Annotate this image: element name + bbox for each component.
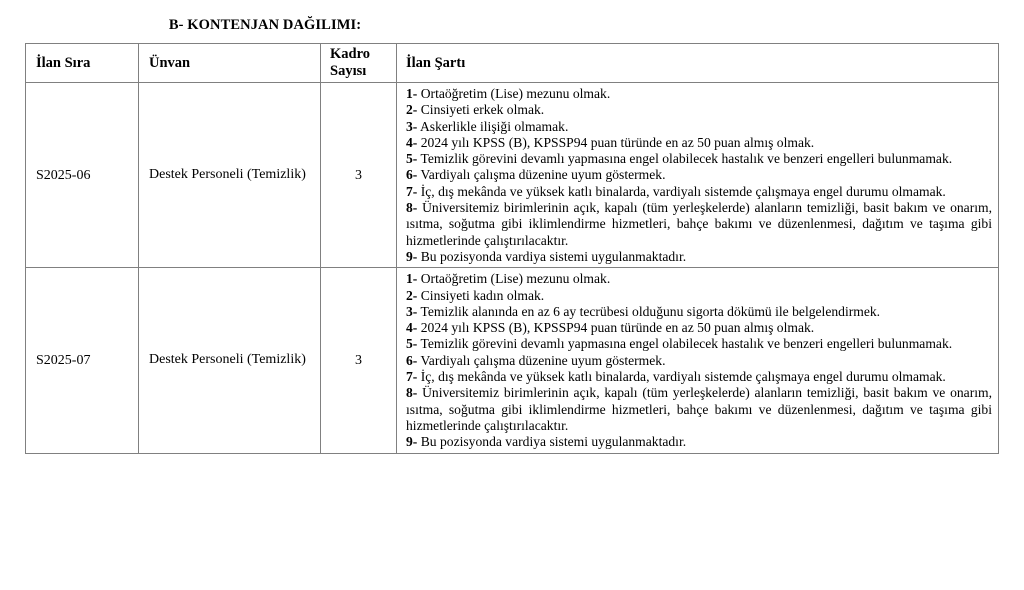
condition-number: 2- xyxy=(406,102,418,118)
cell-unvan: Destek Personeli (Temizlik) xyxy=(139,83,321,268)
condition-item xyxy=(406,184,992,200)
condition-number: 7- xyxy=(406,369,418,385)
condition-text: Bu pozisyonda vardiya sistemi uygulanmaktadır. xyxy=(417,248,687,264)
condition-item xyxy=(406,102,992,118)
condition-text: Cinsiyeti kadın olmak. xyxy=(417,287,545,303)
cell-ilan-sira: S2025-06 xyxy=(26,83,139,268)
condition-item xyxy=(406,119,992,135)
condition-text: İç, dış mekânda ve yüksek katlı binalarda, vardiyalı sistemde çalışmaya engel durumu olmamak. xyxy=(417,369,946,385)
condition-item xyxy=(406,353,992,369)
condition-number: 3- xyxy=(406,118,418,134)
condition-item xyxy=(406,167,992,183)
cell-ilan-sarti xyxy=(397,83,999,268)
condition-text: 2024 yılı KPSS (B), KPSSP94 puan türünde en az 50 puan almış olmak. xyxy=(417,320,815,336)
condition-text: Temizlik görevini devamlı yapmasına engel olabilecek hastalık ve benzeri engelleri bulunmamak. xyxy=(417,336,953,352)
quota-distribution-table xyxy=(25,43,999,454)
condition-number: 7- xyxy=(406,183,418,199)
condition-item xyxy=(406,86,992,102)
condition-number: 9- xyxy=(406,248,418,264)
condition-text: Askerlikle ilişiği olmamak. xyxy=(417,118,569,134)
condition-text: Üniversitemiz birimlerinin açık, kapalı (tüm yerleşkelerde) alanların temizliği, basit bakım ve onarım, ısıtma, soğutma gibi iklimlendirme hizmetleri, bahçe bakımı ve düzenlenmesi, dağıtım ve taşıma gibi hizmetlerinde çalıştırılacaktır. xyxy=(406,200,992,248)
condition-number: 8- xyxy=(406,200,418,216)
condition-text: İç, dış mekânda ve yüksek katlı binalarda, vardiyalı sistemde çalışmaya engel durumu olmamak. xyxy=(417,183,946,199)
table-row xyxy=(26,83,999,268)
column-header-ilan-sira: İlan Sıra xyxy=(26,44,139,83)
condition-item xyxy=(406,200,992,249)
condition-list xyxy=(406,86,992,265)
table-header xyxy=(26,44,999,83)
condition-number: 6- xyxy=(406,352,418,368)
table-row xyxy=(26,268,999,453)
condition-text: Ortaöğretim (Lise) mezunu olmak. xyxy=(417,271,611,287)
condition-text: Bu pozisyonda vardiya sistemi uygulanmaktadır. xyxy=(417,434,687,450)
condition-text: Temizlik görevini devamlı yapmasına engel olabilecek hastalık ve benzeri engelleri bulunmamak. xyxy=(417,151,953,167)
cell-unvan: Destek Personeli (Temizlik) xyxy=(139,268,321,453)
cell-ilan-sarti xyxy=(397,268,999,453)
condition-item xyxy=(406,369,992,385)
condition-text: Temizlik alanında en az 6 ay tecrübesi olduğunu sigorta dökümü ile belgelendirmek. xyxy=(417,303,881,319)
condition-number: 3- xyxy=(406,303,418,319)
condition-text: 2024 yılı KPSS (B), KPSSP94 puan türünde en az 50 puan almış olmak. xyxy=(417,134,815,150)
cell-kadro-sayisi: 3 xyxy=(321,268,397,453)
condition-number: 6- xyxy=(406,167,418,183)
condition-item xyxy=(406,385,992,434)
condition-text: Cinsiyeti erkek olmak. xyxy=(417,102,545,118)
condition-number: 5- xyxy=(406,336,418,352)
column-header-kadro-sayisi: Kadro Sayısı xyxy=(321,44,397,83)
cell-ilan-sira: S2025-07 xyxy=(26,268,139,453)
column-header-ilan-sarti: İlan Şartı xyxy=(397,44,999,83)
condition-text: Ortaöğretim (Lise) mezunu olmak. xyxy=(417,86,611,101)
condition-item xyxy=(406,320,992,336)
table-header-row xyxy=(26,44,999,83)
condition-item xyxy=(406,304,992,320)
condition-item xyxy=(406,288,992,304)
condition-number: 8- xyxy=(406,385,418,401)
condition-item xyxy=(406,271,992,287)
condition-number: 5- xyxy=(406,151,418,167)
condition-number: 1- xyxy=(406,271,418,287)
condition-number: 1- xyxy=(406,86,418,101)
condition-number: 4- xyxy=(406,320,418,336)
condition-item xyxy=(406,249,992,265)
condition-item xyxy=(406,336,992,352)
column-header-unvan: Ünvan xyxy=(139,44,321,83)
condition-text: Vardiyalı çalışma düzenine uyum göstermek. xyxy=(417,167,666,183)
condition-text: Vardiyalı çalışma düzenine uyum göstermek. xyxy=(417,352,666,368)
cell-kadro-sayisi: 3 xyxy=(321,83,397,268)
condition-item xyxy=(406,135,992,151)
table-body xyxy=(26,83,999,454)
condition-number: 4- xyxy=(406,134,418,150)
page-title: B- KONTENJAN DAĞILIMI: xyxy=(168,17,362,33)
condition-item xyxy=(406,151,992,167)
condition-number: 9- xyxy=(406,434,418,450)
condition-number: 2- xyxy=(406,287,418,303)
condition-item xyxy=(406,434,992,450)
condition-list xyxy=(406,271,992,450)
condition-text: Üniversitemiz birimlerinin açık, kapalı (tüm yerleşkelerde) alanların temizliği, basit bakım ve onarım, ısıtma, soğutma gibi iklimlendirme hizmetleri, bahçe bakımı ve düzenlenmesi, dağıtım ve taşıma gibi hizmetlerinde çalıştırılacaktır. xyxy=(406,385,992,433)
